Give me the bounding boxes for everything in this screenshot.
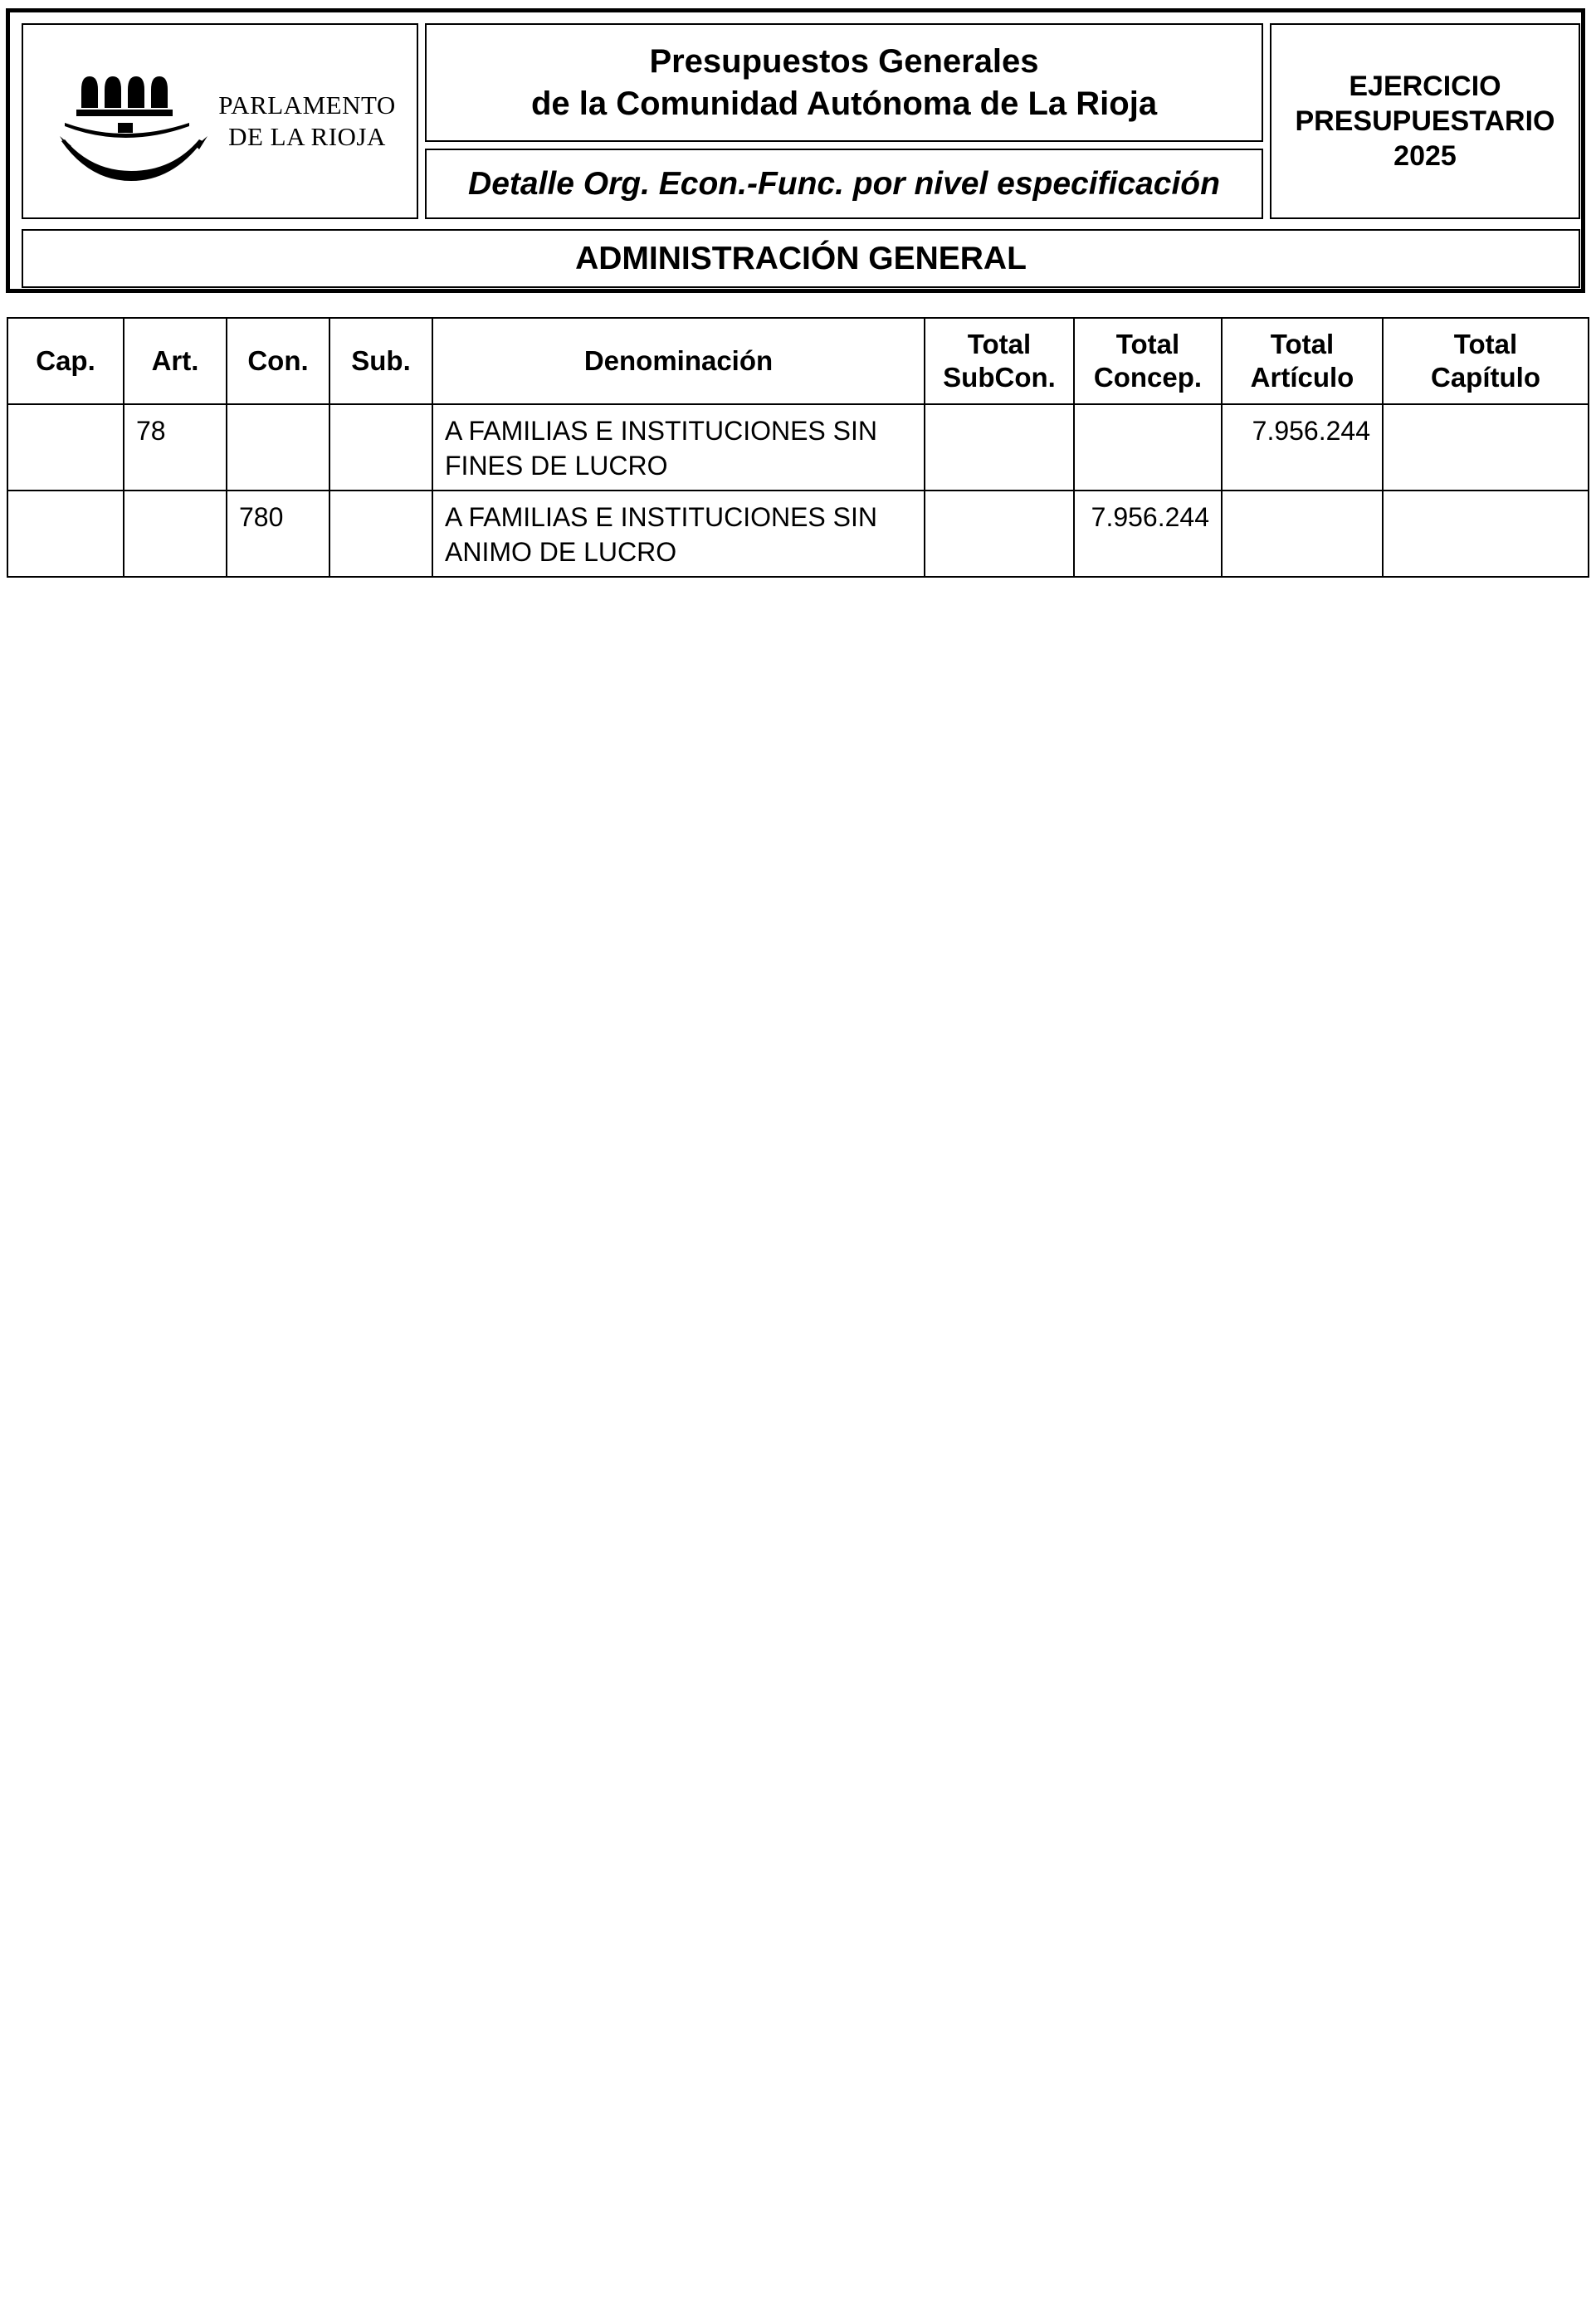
table-header-row xyxy=(7,318,1589,404)
cell-total-capitulo xyxy=(1383,491,1589,577)
year-line-2: PRESUPUESTARIO xyxy=(1295,105,1555,137)
document-subtitle xyxy=(425,149,1263,219)
title-line-1: Presupuestos Generales xyxy=(649,42,1039,80)
parliament-name xyxy=(207,90,407,153)
col-header-cap: Cap. xyxy=(7,318,124,404)
cell-sub xyxy=(329,404,432,491)
year-line-1: EJERCICIO xyxy=(1349,71,1501,102)
col-header-total-articulo xyxy=(1222,318,1383,404)
header-text: SubCon. xyxy=(943,362,1056,393)
col-header-total-concep xyxy=(1074,318,1222,404)
cell-cap xyxy=(7,491,124,577)
header-text: Total xyxy=(967,329,1032,359)
logo-panel xyxy=(22,23,418,219)
cell-total-articulo: 7.956.244 xyxy=(1222,404,1383,491)
cell-con xyxy=(227,404,329,491)
document-header xyxy=(6,8,1585,293)
header-text: Capítulo xyxy=(1431,362,1540,393)
cell-total-subcon xyxy=(925,491,1074,577)
document-title xyxy=(425,23,1263,142)
logo-line-2: DE LA RIOJA xyxy=(228,122,386,151)
cell-art: 78 xyxy=(124,404,227,491)
col-header-art: Art. xyxy=(124,318,227,404)
section-text: ADMINISTRACIÓN GENERAL xyxy=(575,240,1027,276)
table-row xyxy=(7,491,1589,577)
cell-total-concep xyxy=(1074,404,1222,491)
budget-table xyxy=(7,317,1589,578)
cell-total-capitulo xyxy=(1383,404,1589,491)
fiscal-year: 2025 xyxy=(1393,140,1457,172)
col-header-denominacion: Denominación xyxy=(432,318,925,404)
section-title xyxy=(22,229,1580,288)
cell-total-concep: 7.956.244 xyxy=(1074,491,1222,577)
header-text: Artículo xyxy=(1250,362,1354,393)
col-header-total-capitulo xyxy=(1383,318,1589,404)
cell-con: 780 xyxy=(227,491,329,577)
cell-total-subcon xyxy=(925,404,1074,491)
cell-sub xyxy=(329,491,432,577)
col-header-con: Con. xyxy=(227,318,329,404)
cell-art xyxy=(124,491,227,577)
table-row xyxy=(7,404,1589,491)
header-text: Total xyxy=(1115,329,1180,359)
col-header-sub: Sub. xyxy=(329,318,432,404)
title-line-2: de la Comunidad Autónoma de La Rioja xyxy=(530,85,1158,122)
cell-cap xyxy=(7,404,124,491)
fiscal-year-panel xyxy=(1270,23,1580,219)
header-text: Concep. xyxy=(1093,362,1203,393)
subtitle-text: Detalle Org. Econ.-Func. por nivel especificación xyxy=(468,165,1220,202)
cell-denominacion: A FAMILIAS E INSTITUCIONES SIN ANIMO DE LUCRO xyxy=(432,491,925,577)
logo-line-1: PARLAMENTO xyxy=(218,90,396,120)
col-header-total-subcon xyxy=(925,318,1074,404)
cell-total-articulo xyxy=(1222,491,1383,577)
header-text: Total xyxy=(1453,329,1518,359)
parliament-emblem-icon xyxy=(56,56,211,189)
cell-denominacion: A FAMILIAS E INSTITUCIONES SIN FINES DE LUCRO xyxy=(432,404,925,491)
header-text: Total xyxy=(1270,329,1335,359)
